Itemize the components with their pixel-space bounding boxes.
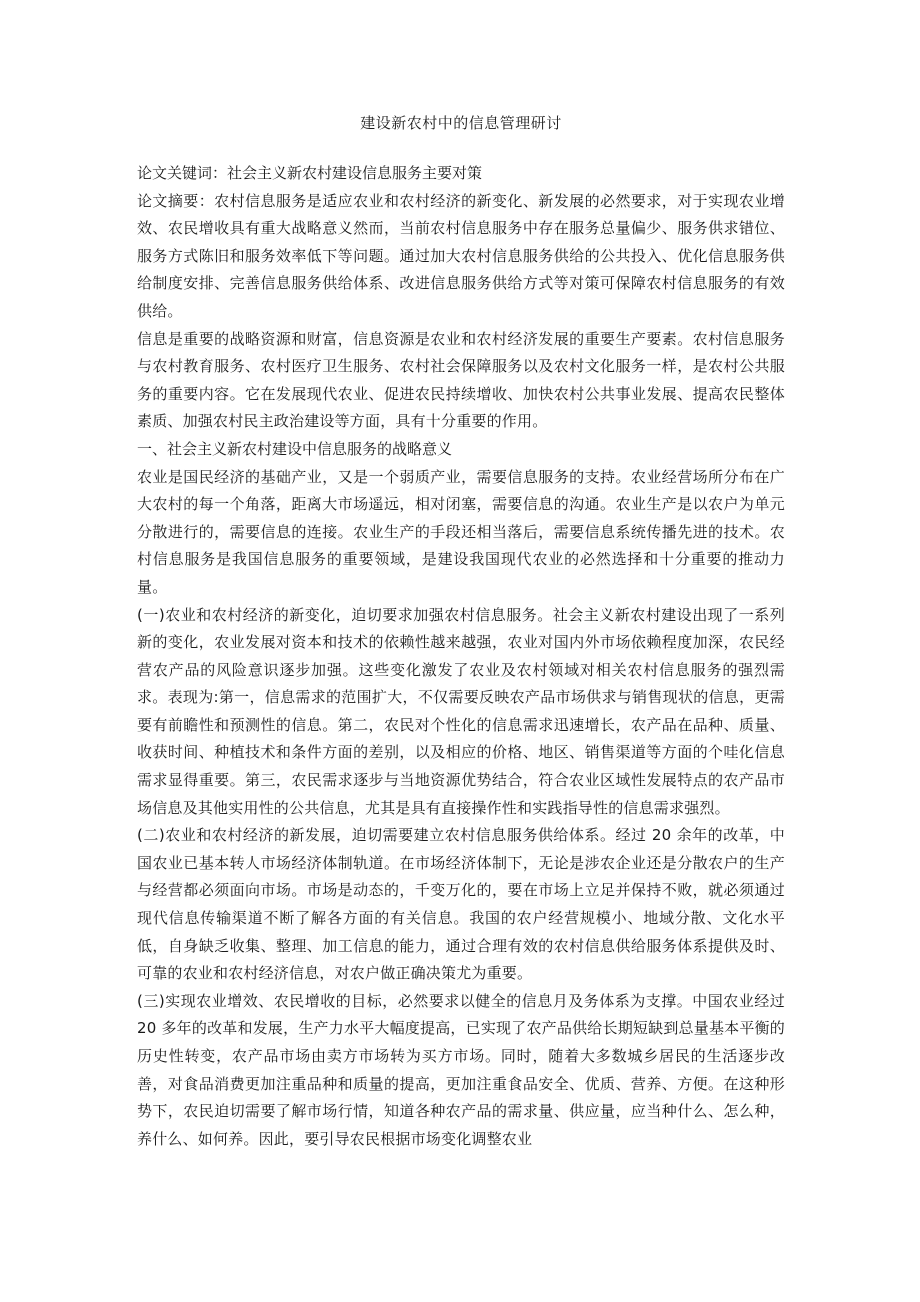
point-2-paragraph: (二)农业和农村经济的新发展，迫切需要建立农村信息服务供给体系。经过 20 余年的改革，中国农业已基本转人市场经济体制轨道。在市场经济体制下，无论是涉农企业还是分散农户的生产与经营都必须面向市场。市场是动态的，千变万化的，要在市场上立足并保持不败，就必须通过现代信息传输渠道不断了解各方面的有关信息。我国的农户经营规模小、地域分散、文化水平低，自身缺乏收集、整理、加工信息的能力，通过合理有效的农村信息供给服务体系提供及时、可靠的农业和农村经济信息，对农户做正确决策尤为重要。 <box>137 826 785 983</box>
point-3-paragraph: (三)实现农业增效、农民增收的目标，必然要求以健全的信息月及务体系为支撑。中国农业经过 20 多年的改革和发展，生产力水平大幅度提高，已实现了农产品供给长期短缺到总量基本平衡的历史性转变，农产品市场由卖方市场转为买方市场。同时，随着大多数城乡居民的生活逐步改善，对食品消费更加注重品种和质量的提高，更加注重食品安全、优质、营养、方便。在这种形势下，农民迫切需要了解市场行情，知道各种农产品的需求量、供应量，应当种什么、怎么种，养什么、如何养。因此，要引导农民根据市场变化调整农业 <box>137 991 785 1148</box>
section-1-heading: 一、社会主义新农村建设中信息服务的战略意义 <box>137 439 453 458</box>
point-1-paragraph: (一)农业和农村经济的新变化，迫切要求加强农村信息服务。社会主义新农村建设出现了一系列新的变化，农业发展对资本和技术的依赖性越来越强，农业对国内外市场依赖程度加深，农民经营农产品的风险意识逐步加强。这些变化激发了农业及农村领域对相关农村信息服务的强烈需求。表现为:第一，信息需求的范围扩大，不仅需要反映农产品市场供求与销售现状的信息，更需要有前瞻性和预测性的信息。第二，农民对个性化的信息需求迅速增长，农产品在品种、质量、收获时间、种植技术和条件方面的差别，以及相应的价格、地区、销售渠道等方面的个哇化信息需求显得重要。第三，农民需求逐步与当地资源优势结合，符合农业区域性发展特点的农产品市场信息及其他实用性的公共信息，尤其是具有直接操作性和实践指导性的信息需求强烈。 <box>137 605 785 817</box>
section-1-paragraph: 农业是国民经济的基础产业，又是一个弱质产业，需要信息服务的支持。农业经营场所分布在广大农村的每一个角落，距离大市场遥远，相对闭塞，需要信息的沟通。农业生产是以农户为单元分散进行的，需要信息的连接。农业生产的手段还相当落后，需要信息系统传播先进的技术。农村信息服务是我国信息服务的重要领域，是建设我国现代农业的必然选择和十分重要的推动力量。 <box>137 467 785 596</box>
abstract-paragraph: 论文摘要：农村信息服务是适应农业和农村经济的新变化、新发展的必然要求，对于实现农业增效、农民增收具有重大战略意义然而，当前农村信息服务中存在服务总量偏少、服务供求错位、服务方式陈旧和服务效率低下等问题。通过加大农村信息服务供给的公共投入、优化信息服务供给制度安排、完善信息服务供给体系、改进信息服务供给方式等对策可保障农村信息服务的有效供给。 <box>137 191 785 320</box>
intro-paragraph: 信息是重要的战略资源和财富，信息资源是农业和农村经济发展的重要生产要素。农村信息服务与农村教育服务、农村医疗卫生服务、农村社会保障服务以及农村文化服务一样，是农村公共服务的重要内容。它在发展现代农业、促进农民持续增收、加快农村公共事业发展、提高农民整体素质、加强农村民主政治建设等方面，具有十分重要的作用。 <box>137 329 785 431</box>
document-title: 建设新农村中的信息管理研讨 <box>360 114 562 132</box>
document-page <box>137 112 785 1153</box>
keywords-line: 论文关键词：社会主义新农村建设信息服务主要对策 <box>137 164 483 182</box>
